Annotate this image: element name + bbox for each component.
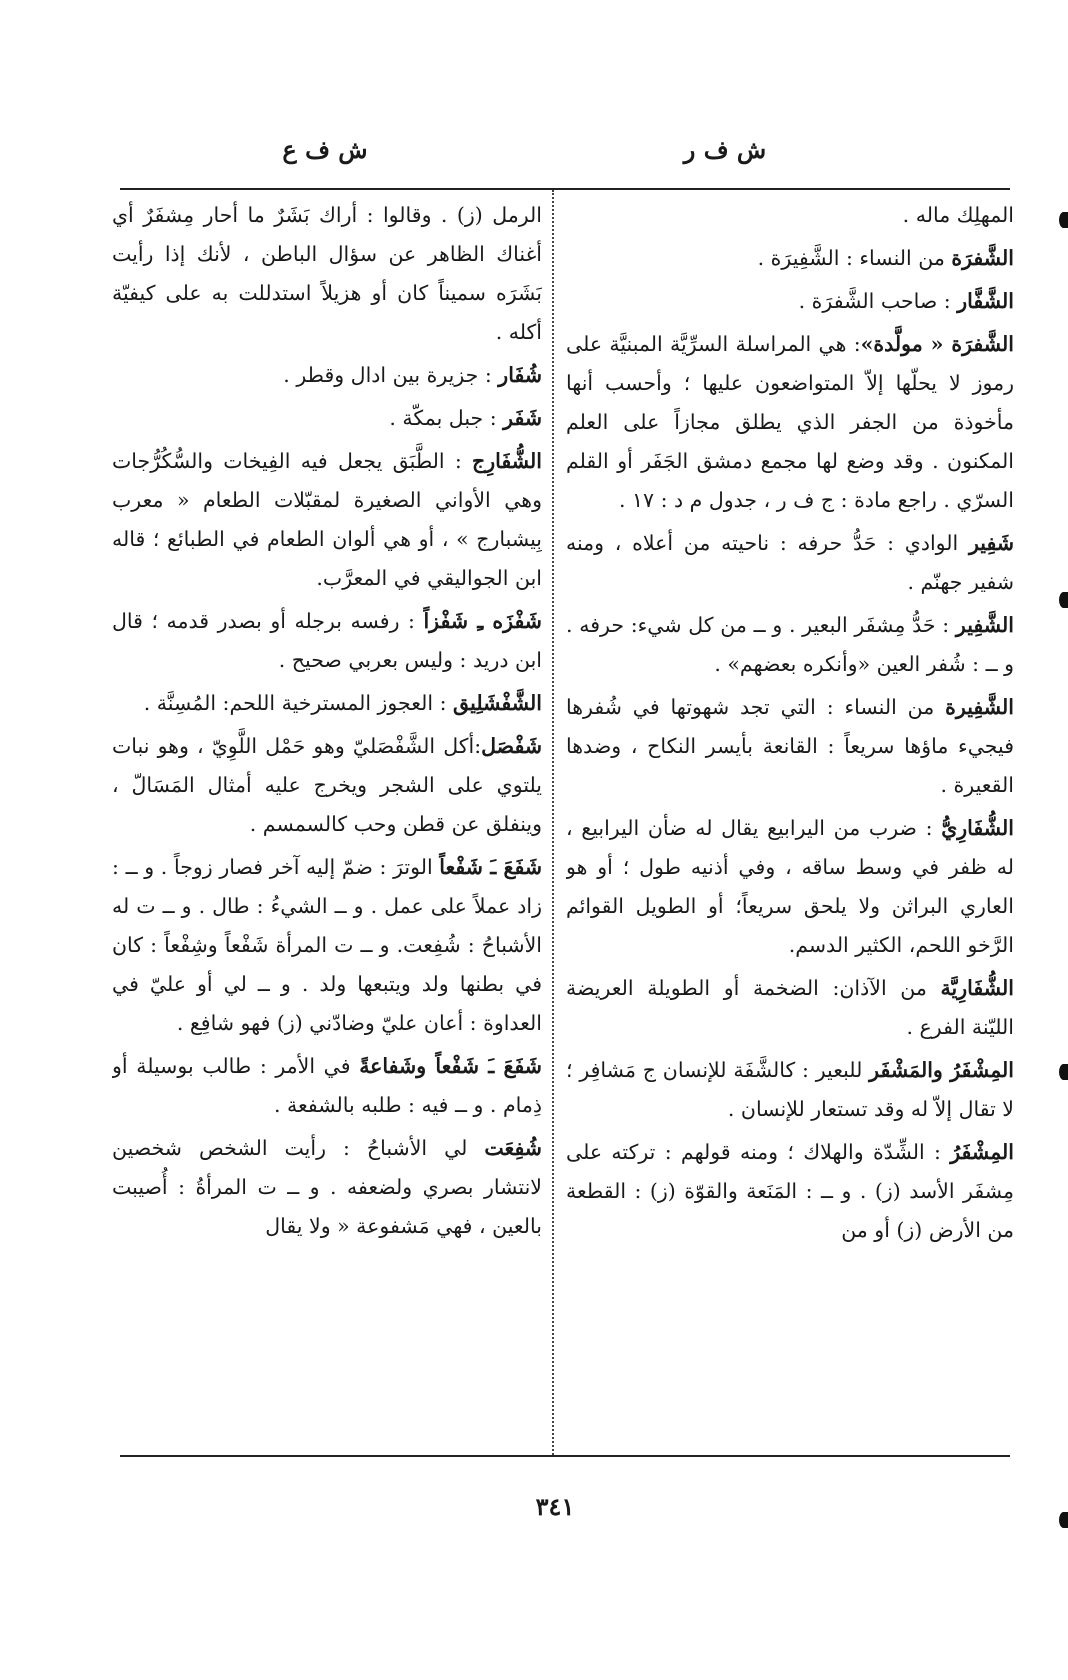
- dictionary-entry: [112, 684, 542, 723]
- entry-definition: : جبل بمكّة .: [389, 406, 504, 430]
- entry-definition: الوترَ : ضمّ إليه آخر فصار زوجاً . و ــ : زاد عملاً على عمل . و ــ الشيءُ : طال . و ــ ت له الأشباحُ : شُفِعت. و ــ ت المرأة شَفْعاً وشِفْعاً : كان في بطنها ولد ويتبعها ولد . و ــ لي أو عليّ في العداوة : أعان عليّ وضادّني (ز) فهو شافِع .: [112, 855, 542, 1035]
- entry-headword: الشُّفَارِيَّة: [940, 976, 1014, 1000]
- entry-headword: شَفَعَ ـَ شَفْعاً وشَفاعةً: [359, 1054, 542, 1078]
- entry-headword: شَفْصَل: [481, 734, 542, 758]
- entry-headword: المِشْفَرُ: [950, 1140, 1014, 1164]
- entry-definition: للبعير : كالشَّفَة للإنسان ج مَشافِر ؛ لا تقال إلاّ له وقد تستعار للإنسان .: [566, 1058, 1014, 1121]
- entry-definition: المهلِك ماله .: [902, 203, 1014, 227]
- entry-definition: من النساء : الشَّفِيرَة .: [757, 246, 952, 270]
- margin-mark: [1059, 212, 1068, 228]
- entry-headword: شَفَر: [503, 406, 542, 430]
- dictionary-entry: [566, 809, 1014, 965]
- entry-headword: شَفَعَ ـَ شَفْعاً: [439, 855, 542, 879]
- margin-mark: [1059, 1512, 1068, 1528]
- entry-headword: الشُّفَارِيُّ: [941, 816, 1014, 840]
- entry-headword: شُفِعَت: [484, 1136, 542, 1160]
- bottom-rule: [120, 1455, 1010, 1457]
- margin-mark: [1059, 1064, 1068, 1080]
- entry-definition: الوادي : حَدُّ حرفه : ناحيته من أعلاه ، ومنه شفير جهنّم .: [566, 531, 1014, 594]
- entry-definition: : حَدُّ مِشفَر البعير . و ــ من كل شيء: حرفه . و ــ : شُفر العين «وأنكره بعضهم» .: [566, 613, 1014, 676]
- right-header-root: ش ف ر: [683, 135, 767, 164]
- column-divider: [552, 190, 554, 1455]
- entry-headword: شُفَار: [498, 363, 542, 387]
- entry-definition: الرمل (ز) . وقالوا : أراك بَشَرٌ ما أحار مِشفَرٌ أي أغناك الظاهر عن سؤال الباطن ، لأنك إذا رأيت بَشَرَه سميناً كان أو هزيلاً استدللت به على كيفيّة أكله .: [112, 203, 542, 344]
- entry-headword: الشَّفَّار: [957, 289, 1014, 313]
- page-number: ٣٤١: [535, 1492, 575, 1521]
- left-header-root: ش ف ع: [282, 135, 368, 164]
- left-column: [112, 196, 542, 1448]
- entry-headword: الشَّفِيرة: [945, 695, 1014, 719]
- dictionary-entry: [112, 727, 542, 844]
- entry-headword: الشَّفرَة « مولَّدة»: [860, 332, 1014, 356]
- dictionary-entry: [112, 196, 542, 352]
- dictionary-entry: [566, 524, 1014, 602]
- dictionary-entry: [112, 602, 542, 680]
- entry-definition: : الشِّدّة والهلاك ؛ ومنه قولهم : تركته على مِشفَر الأسد (ز) . و ــ : المَنَعة والقوّة (ز) : القطعة من الأرض (ز) أو من: [566, 1140, 1014, 1242]
- entry-definition: في الأمر : طالب بوسيلة أو ذِمام . و ــ فيه : طلبه بالشفعة .: [112, 1054, 542, 1117]
- dictionary-entry: [112, 356, 542, 395]
- entry-definition: : رفسه برجله أو بصدر قدمه ؛ قال ابن دريد : وليس بعربي صحيح .: [112, 609, 542, 672]
- entry-headword: الشُّفَارِج: [472, 449, 542, 473]
- entry-headword: شَفِير: [968, 531, 1014, 555]
- top-rule: [120, 188, 1010, 190]
- right-column: [566, 196, 1014, 1448]
- dictionary-entry: [112, 442, 542, 598]
- entry-headword: شَفْزَه ـِ شَفْزاً: [423, 609, 542, 633]
- dictionary-entry: [566, 1051, 1014, 1129]
- entry-definition: :أكل الشَّفْصَليّ وهو حَمْل اللَّوِيّ ، وهو نبات يلتوي على الشجر ويخرج عليه أمثال المَسَالّ ، وينفلق عن قطن وحب كالسمسم .: [112, 734, 542, 836]
- dictionary-entry: [112, 399, 542, 438]
- entry-headword: الشَّفِير: [955, 613, 1014, 637]
- entry-headword: المِشْفَرُ والمَشْفَر: [869, 1058, 1014, 1082]
- dictionary-entry: [566, 1133, 1014, 1250]
- entry-definition: : جزيرة بين ادال وقطر .: [283, 363, 499, 387]
- entry-definition: : العجوز المسترخية اللحم: المُسِنَّة .: [143, 691, 454, 715]
- dictionary-entry: [112, 1047, 542, 1125]
- entry-definition: : هي المراسلة السرِّيَّة المبنيَّة على رموز لا يحلّها إلاّ المتواضعون عليها ؛ وأحسب أنها مأخوذة من الجفر الذي يطلق مجازاً على العلم المكنون . وقد وضع لها مجمع دمشق الجَفَر أو القلم السرّي . راجع مادة : ج ف ر ، جدول م د : ١٧ .: [566, 332, 1014, 512]
- dictionary-entry: [566, 325, 1014, 520]
- dictionary-entry: [566, 688, 1014, 805]
- dictionary-entry: [566, 196, 1014, 235]
- entry-headword: الشَّفرَة: [951, 246, 1014, 270]
- margin-mark: [1059, 592, 1068, 608]
- entry-definition: من النساء : التي تجد شهوتها في شُفرها فيجيء ماؤها سريعاً : القانعة بأيسر النكاح ، وضدها القعيرة .: [566, 695, 1014, 797]
- dictionary-entry: [566, 606, 1014, 684]
- entry-definition: من الآذان: الضخمة أو الطويلة العريضة الليّنة الفرع .: [566, 976, 1014, 1039]
- dictionary-entry: [112, 848, 542, 1043]
- entry-definition: لي الأشباحُ : رأيت الشخص شخصين لانتشار بصري ولضعفه . و ــ ت المرأةُ : أُصيبت بالعين ، فهي مَشفوعة « ولا يقال: [112, 1136, 542, 1238]
- dictionary-entry: [566, 969, 1014, 1047]
- entry-definition: : صاحب الشَّفرَة .: [798, 289, 958, 313]
- entry-headword: الشَّفْشَلِيق: [453, 691, 542, 715]
- dictionary-entry: [112, 1129, 542, 1246]
- dictionary-entry: [566, 239, 1014, 278]
- entry-definition: : ضرب من اليرابيع يقال له ضأن اليرابيع ، له ظفر في وسط ساقه ، وفي أذنيه طول ؛ أو هو العاري البراثن ولا يلحق سريعاً؛ أو الطويل القوائم الرَّخو اللحم، الكثير الدسم.: [566, 816, 1014, 957]
- dictionary-entry: [566, 282, 1014, 321]
- entry-definition: : الطَّبَق يجعل فيه الفِيخات والسُّكُرُّجات وهي الأواني الصغيرة لمقبّلات الطعام « معرب بِيشبارج » ، أو هي ألوان الطعام في الطبائع ؛ قاله ابن الجواليقي في المعرَّب.: [112, 449, 542, 590]
